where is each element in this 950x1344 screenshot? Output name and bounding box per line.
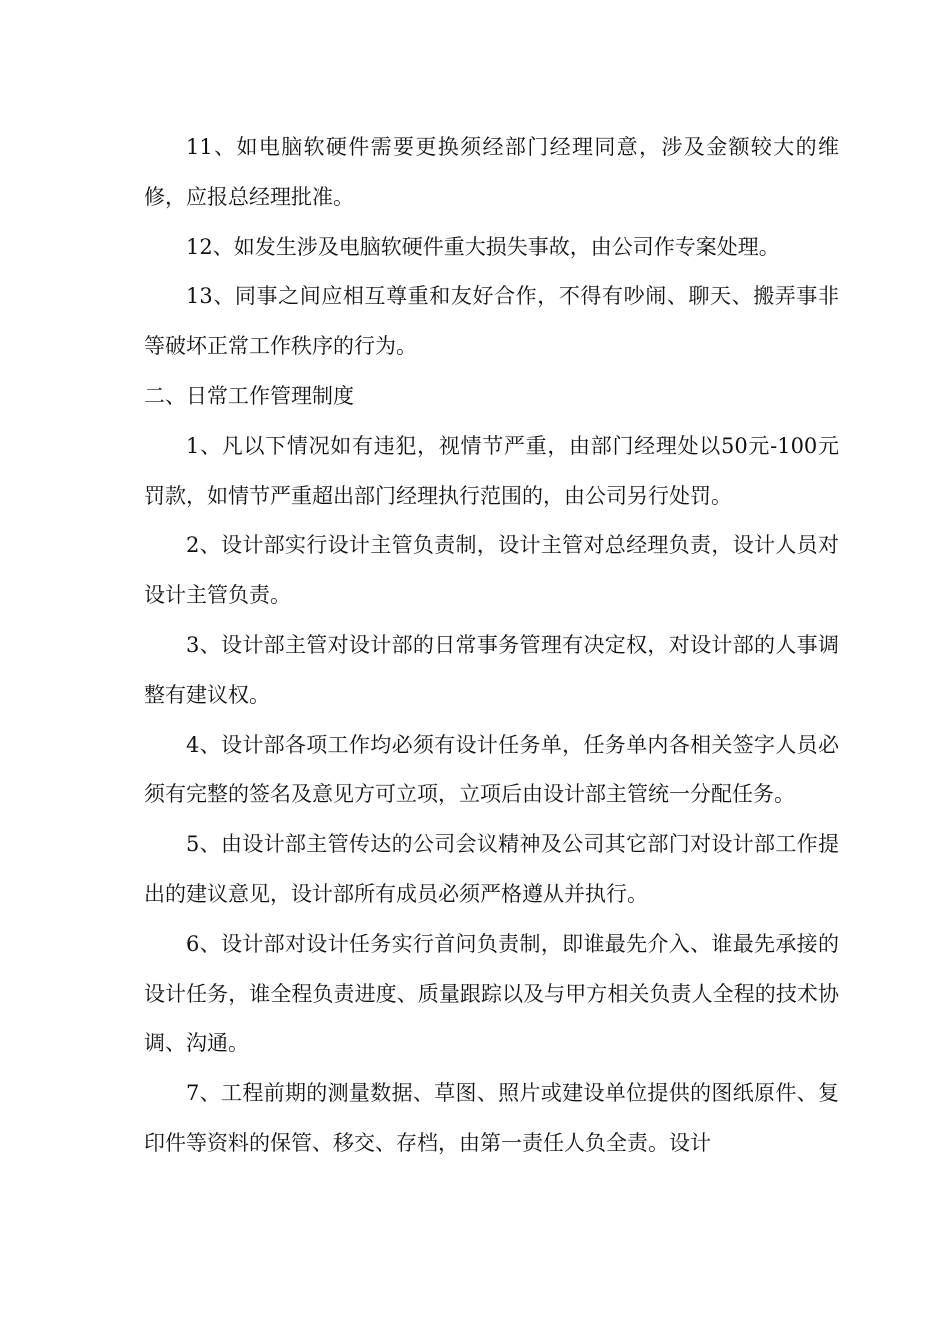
section-paragraph-6: 6、设计部对设计任务实行首问负责制，即谁最先介入、谁最先承接的设计任务，谁全程负责进度、质量跟踪以及与甲方相关负责人全程的技术协调、沟通。 xyxy=(144,931,839,1056)
section-heading: 二、日常工作管理制度 xyxy=(144,383,354,408)
section-paragraph-1: 1、凡以下情况如有违犯，视情节严重，由部门经理处以50元-100元罚款，如情节严重超出部门经理执行范围的，由公司另行处罚。 xyxy=(144,433,839,508)
document-body xyxy=(144,123,839,1169)
section-paragraph-2: 2、设计部实行设计主管负责制，设计主管对总经理负责，设计人员对设计主管负责。 xyxy=(144,533,839,608)
section-paragraph-5: 5、由设计部主管传达的公司会议精神及公司其它部门对设计部工作提出的建议意见，设计部所有成员必须严格遵从并执行。 xyxy=(144,832,839,906)
section-paragraph-4: 4、设计部各项工作均必须有设计任务单，任务单内各相关签字人员必须有完整的签名及意见方可立项，立项后由设计部主管统一分配任务。 xyxy=(144,732,839,807)
paragraph-12: 12、如发生涉及电脑软硬件重大损失事故，由公司作专案处理。 xyxy=(186,234,780,259)
section-paragraph-7: 7、工程前期的测量数据、草图、照片或建设单位提供的图纸原件、复印件等资料的保管、移交、存档，由第一责任人负全责。设计 xyxy=(144,1081,839,1155)
section-paragraph-3: 3、设计部主管对设计部的日常事务管理有决定权，对设计部的人事调整有建议权。 xyxy=(144,632,839,707)
paragraph-13: 13、同事之间应相互尊重和友好合作，不得有吵闹、聊天、搬弄事非等破坏正常工作秩序的行为。 xyxy=(144,284,839,359)
paragraph-11: 11、如电脑软硬件需要更换须经部门经理同意，涉及金额较大的维修，应报总经理批准。 xyxy=(144,135,839,209)
